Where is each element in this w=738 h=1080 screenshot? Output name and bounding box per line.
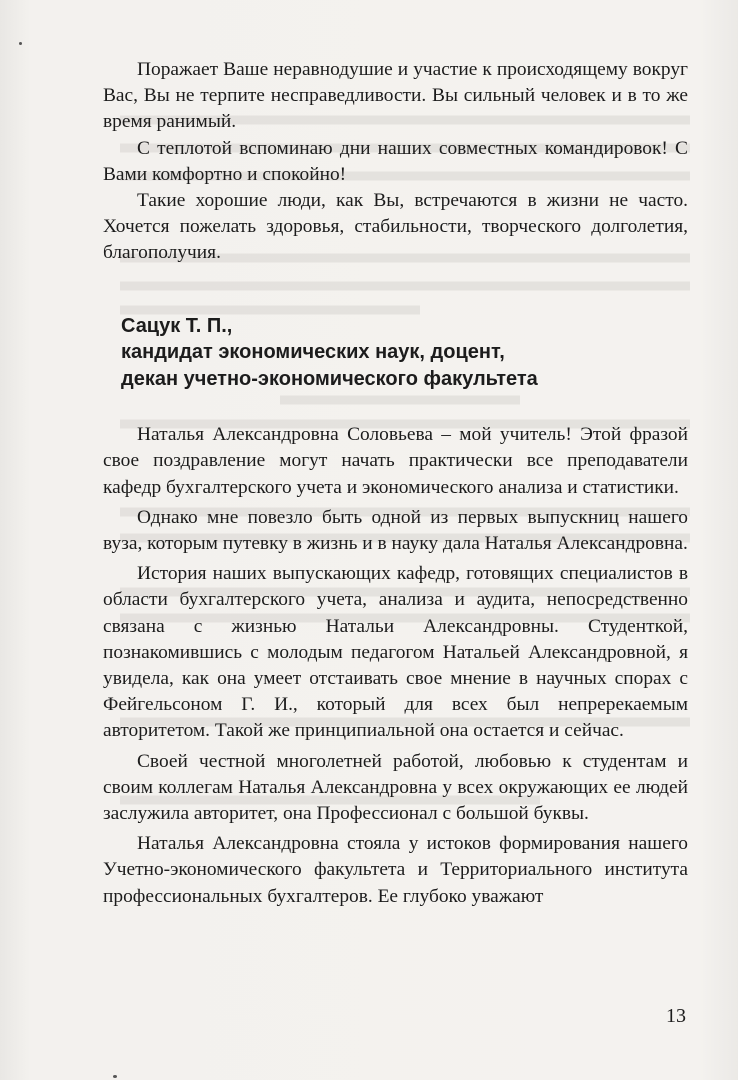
print-speck — [113, 1075, 117, 1078]
body-paragraph: История наших выпускающих кафедр, готовящих специалистов в области бухгалтерского учета, анализа и аудита, непосредственно связана с жизнью Натальи Александровны. Студенткой, познакомившись с молодым педагогом Натальей Александровной, я увидела, как она умеет отстаивать свое мнение в научных спорах с Фейгельсоном Г. И., который для всех был непререкаемым авторитетом. Такой же принципиальной она остается и сейчас. — [103, 563, 688, 742]
page-text — [103, 57, 688, 910]
print-speck — [19, 42, 22, 45]
author-degree: кандидат экономических наук, доцент, — [121, 341, 505, 364]
body-paragraph: Своей честной многолетней работой, любовью к студентам и своим коллегам Наталья Александровна у всех окружающих ее людей заслужила авторитет, она Профессионал с большой буквы. — [103, 750, 688, 824]
intro-paragraph: С теплотой вспоминаю дни наших совместных командировок! С Вами комфортно и спокойно! — [103, 137, 688, 185]
page-number: 13 — [666, 1005, 686, 1027]
body-paragraph: Однако мне повезло быть одной из первых выпускниц нашего вуза, которым путевку в жизнь и в науку дала Наталья Александровна. — [103, 506, 688, 554]
body-paragraph: Наталья Александровна Соловьева – мой учитель! Этой фразой свое поздравление могут начать практически все преподаватели кафедр бухгалтерского учета и экономического анализа и статистики. — [103, 424, 688, 498]
author-position: декан учетно-экономического факультета — [121, 367, 538, 390]
intro-paragraph: Поражает Ваше неравнодушие и участие к происходящему вокруг Вас, Вы не терпите несправедливости. Вы сильный человек и в то же время ранимый. — [103, 59, 688, 133]
body-paragraph: Наталья Александровна стояла у истоков формирования нашего Учетно-экономического факультета и Территориального института профессиональных бухгалтеров. Ее глубоко уважают — [103, 833, 688, 907]
author-heading — [121, 313, 688, 393]
author-name: Сацук Т. П., — [121, 314, 233, 337]
intro-paragraph: Такие хорошие люди, как Вы, встречаются в жизни не часто. Хочется пожелать здоровья, стабильности, творческого долголетия, благополучия. — [103, 190, 688, 264]
